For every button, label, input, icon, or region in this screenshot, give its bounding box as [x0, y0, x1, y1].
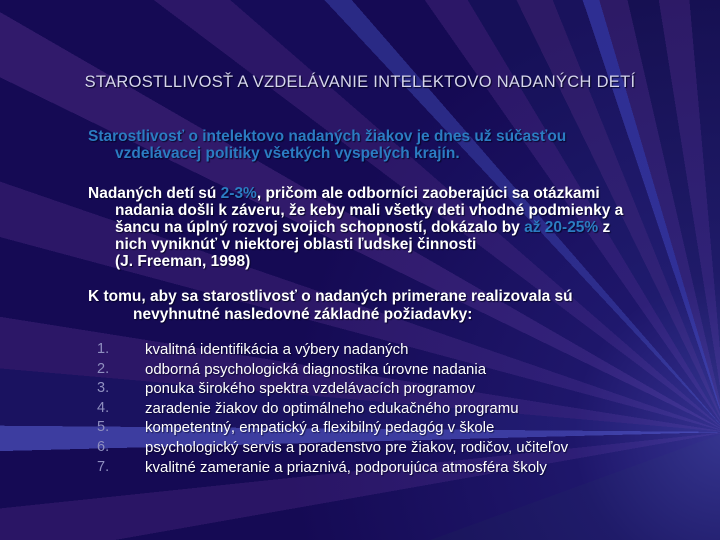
stats-paragraph: [88, 185, 688, 270]
intro-paragraph: [88, 128, 688, 162]
requirements-intro-paragraph: [88, 288, 688, 324]
list-item: [88, 419, 688, 439]
list-item: [88, 380, 688, 400]
list-item: [88, 361, 688, 381]
stats-line-3: [115, 219, 688, 236]
intro-line-1: Starostlivosť o intelektovo nadaných žiakov je dnes už súčasťou: [88, 128, 567, 145]
list-item-number: 5.: [97, 419, 110, 436]
list-item-text: kvalitná identifikácia a výbery nadaných: [145, 341, 409, 358]
list-item: [88, 439, 688, 459]
stats-percent-2-3: 2-3%: [220, 185, 257, 202]
stats-line1-text: Nadaných detí sú: [88, 185, 221, 202]
slide-title: STAROSTLLIVOSŤ A VZDELÁVANIE INTELEKTOVO NADANÝCH DETÍ: [84, 73, 636, 91]
list-item-number: 3.: [97, 380, 110, 397]
stats-percent-20-25: až 20-25%: [524, 219, 599, 236]
stats-line-4: nich vyniknúť v niektorej oblasti ľudskej činnosti: [115, 236, 477, 253]
stats-line-1: [88, 185, 688, 202]
list-item: [88, 459, 688, 479]
stats-line3-text: šancu na úplný rozvoj svojich schopností, dokázalo by: [115, 219, 525, 236]
list-item-text: odborná psychologická diagnostika úrovne nadania: [145, 360, 487, 378]
stats-line1-rest: , pričom ale odborníci zaoberajúci sa otázkami: [256, 185, 600, 202]
list-item-number: 4.: [97, 399, 110, 416]
list-item: [88, 341, 688, 361]
citation: (J. Freeman, 1998): [115, 253, 251, 270]
list-item-text: kvalitné zameranie a priaznivá, podporujúca atmosféra školy: [145, 458, 547, 476]
requirements-intro-line-2: nevyhnutné nasledovné základné požiadavky:: [133, 306, 473, 323]
requirements-list: [88, 341, 688, 478]
list-item: [88, 400, 688, 420]
list-item-text: kompetentný, empatický a flexibilný pedagóg v škole: [145, 419, 495, 437]
list-item-number: 2.: [97, 360, 110, 377]
stats-line3-rest: z: [598, 219, 611, 236]
list-item-number: 1.: [97, 341, 110, 357]
requirements-intro-line-1: K tomu, aby sa starostlivosť o nadaných primerane realizovala sú: [88, 288, 573, 305]
list-item-number: 7.: [97, 458, 110, 475]
list-item-text: ponuka širokého spektra vzdelávacích programov: [145, 380, 476, 398]
list-item-text: psychologický servis a poradenstvo pre žiakov, rodičov, učiteľov: [145, 438, 569, 456]
list-item-text: zaradenie žiakov do optimálneho edukačného programu: [145, 399, 519, 417]
intro-line-2: vzdelávacej politiky všetkých vyspelých krajín.: [115, 145, 460, 162]
stats-line-2: nadania došli k záveru, že keby mali všetky deti vhodné podmienky a: [115, 202, 624, 219]
list-item-number: 6.: [97, 438, 110, 455]
